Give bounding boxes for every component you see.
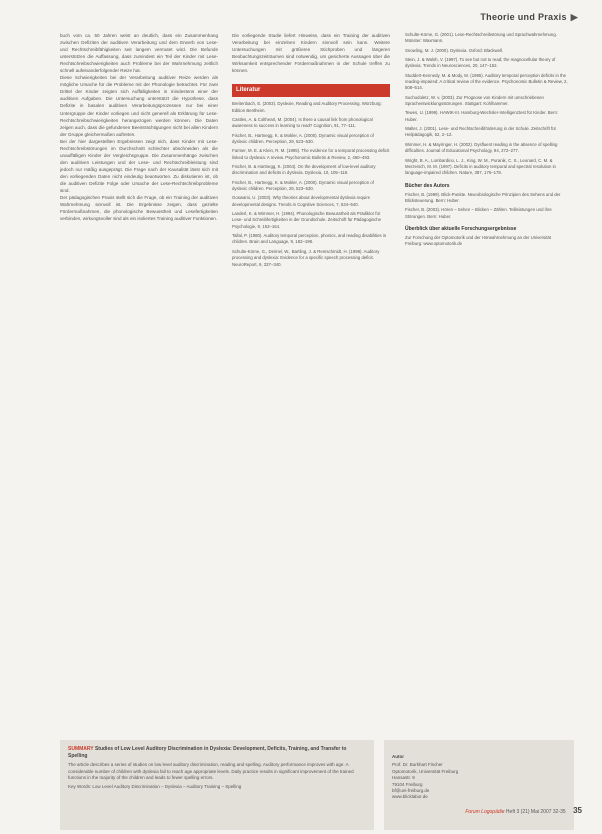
page-number: 35 bbox=[573, 806, 582, 815]
summary-body: The article describes a series of studies on low level auditory discrimination, reading and spelling. Auditory performance improves with age. A considerable number of children with dyslexia fail to reach age appropriate levels. Daily practice results in significant improvement of the trained functions in the majority of the children and leads to fewer spelling errors. bbox=[68, 762, 354, 781]
reference: Snowling, M. J. (2000). Dyslexia. Oxford: Blackwell. bbox=[405, 47, 504, 53]
author-email[interactable]: bf@uni-freiburg.de bbox=[392, 788, 430, 794]
section-title: Theorie und Praxis bbox=[480, 12, 567, 22]
reference: Castles, A. & Coltheart, M. (2004). Is there a causal link from phonological awareness to success in learning to read? Cognition, 91, 77–111. bbox=[232, 116, 373, 129]
paragraph: Bei der hier dargestellten Ergebnissen zeigt sich, dass Kinder mit Lese-Rechtschreibstörungen im Durchschnitt schlechter abschneiden als die unauffälligen Kinder der Vergleichsgruppe. Die Zusammenhänge zwischen den auditiven Leistungen und der Lese- und Rechtschreibleistung sind jedoch nur mäßig ausgeprägt. Die Frage nach der Kausalität lässt sich mit den vorliegenden Daten nicht eindeutig beantworten. Zu diskutieren ist, ob die auditiven Defizite Folge oder Ursache der Lese-Rechtschreibprobleme sind. bbox=[60, 138, 218, 194]
reference: Schulte-Körne, G. (2001). Lese-Rechtschreibstörung und Sprachwahrnehmung. Münster: Waxmann. bbox=[405, 32, 557, 44]
reference: Fischer, B., Hartnegg, K. & Mokler, A. (2000). Dynamic visual perception of dyslexic children. Perception, 29, 523–530. bbox=[232, 179, 374, 192]
author-line: Optomotorik, Universität Freiburg bbox=[392, 768, 459, 774]
section-header bbox=[480, 12, 578, 23]
summary-tag: SUMMARY bbox=[68, 746, 94, 752]
reference: Schulte-Körne, G., Deimel, W., Bartling, J. & Remschmidt, H. (1998). Auditory processing and dyslexia: Evidence for a specific speech processing deficit. NeuroReport, 9, 337–340. bbox=[232, 248, 380, 267]
reference: Stein, J. & Walsh, V. (1997). To see but not to read; the magnocellular theory of dyslexia. Trends in Neurosciences, 20, 147–152. bbox=[405, 57, 556, 69]
reference: Landerl, K. & Wimmer, H. (1994). Phonologische Bewusstheit als Prädiktor für Lese- und Schreibfertigkeiten in der Grundschule. Zeitschrift für Pädagogische Psychologie, 8, 153–164. bbox=[232, 211, 382, 229]
author-line: Prof. Dr. Burkhart Fischer bbox=[392, 762, 443, 768]
page-footer bbox=[465, 806, 582, 815]
reference: Breitenbach, E. (2003). Dyslexie, Reading and Auditory Processing. Würzburg: Edition Bentheim. bbox=[232, 101, 382, 113]
column-1 bbox=[60, 32, 218, 772]
author-line: 79104 Freiburg bbox=[392, 781, 423, 787]
summary-keywords: Key Words: Low Level Auditory Discrimination – Dyslexia – Auditory Training – Spelling bbox=[68, 783, 242, 789]
paragraph: Der pädagogischen Praxis stellt sich die Frage, ob ein Training der auditiven Wahrnehmung sinnvoll ist. Die Ergebnisse zeigen, dass gezielte Fördermaßnahmen, die phonologische Bewusstheit und Lesefertigkeiten verbinden, wirkungsvoller sind als ein isoliertes Training auditiver Funktionen. bbox=[60, 195, 218, 222]
reference: Tewes, U. (1999). HAWIK-III. Hamburg-Wechsler-Intelligenztest für Kinder. Bern: Huber. bbox=[405, 110, 559, 122]
reference: Tallal, P. (1980). Auditory temporal perception, phonics, and reading disabilities in children. Brain and Language, 9, 182–198. bbox=[232, 233, 387, 245]
book-reference: Fischer, B. (2003). Hören – Sehen – Blicken – Zählen. Teilleistungen und ihre Störungen. Bern: Huber. bbox=[405, 207, 552, 219]
links-text: Zur Forschung der Optomotorik und der Hörwahrnehmung an der Universität Freiburg: www.optomotorik.de bbox=[405, 235, 551, 247]
reference: Farmer, M. E. & Klein, R. M. (1995). The evidence for a temporal processing deficit linked to dyslexia: A review. Psychonomic Bulletin & Review, 2, 460–493. bbox=[232, 148, 390, 160]
book-reference: Fischer, B. (1999). Blick-Punkte. Neurobiologische Prinzipien des Sehens und der Blicksteuerung. Bern: Huber. bbox=[405, 191, 561, 203]
reference: Wimmer, H. & Mayringer, H. (2002). Dysfluent reading in the absence of spelling difficulties. Journal of Educational Psychology, 94, 272–277. bbox=[405, 141, 558, 154]
summary-heading: Studies of Low Level Auditory Discrimination in Dyslexia: Development, Deficits, Training, and Transfer to Spelling bbox=[68, 746, 347, 759]
author-line: Hansastr. 9 bbox=[392, 775, 415, 781]
page-range: 32-35 bbox=[552, 809, 566, 815]
reference: Studdert-Kennedy, M. & Mody, M. (1995). Auditory temporal perception deficits in the reading-impaired: A critical review of the evidence. Psychonomic Bulletin & Review, 2, 508–514. bbox=[405, 72, 568, 91]
reference: Walter, J. (2001). Lese- und Rechtschreibförderung in der Schule. Zeitschrift für Heilpädagogik, 52, 2–12. bbox=[405, 126, 557, 138]
paragraph: Die vorliegende Studie liefert Hinweise, dass ein Training der auditiven Verarbeitung bei einzelnen Kindern sinnvoll sein kann. Weitere Untersuchungen mit größeren Stichproben und längeren Beobachtungszeiträumen sind notwendig, um gesicherte Aussagen über die Wirksamkeit entsprechender Fördermaßnahmen in der Schule treffen zu können. bbox=[232, 33, 390, 74]
books-heading: Bücher des Autors bbox=[405, 182, 450, 189]
reference: Wright, B. A., Lombardino, L. J., King, W. M., Puranik, C. S., Leonard, C. M. & Merzenich, M. M. (1997). Deficits in auditory temporal and spectral resolution in language-impaired children. Nature, 387, 176–178. bbox=[405, 157, 556, 176]
reference: Fischer, B., Hartnegg, K. & Mokler, A. (2000). Dynamic visual perception of dyslexic children. Perception, 29, 523–530. bbox=[232, 132, 374, 144]
paragraph: buch vom ca. 50 Jahren weist an deutlich, dass ein Zusammenhang zwischen Defiziten der auditiven Verarbeitung und dem Erwerb von Lese- und Rechtschreibfähigkeiten seit langem vermutet wird. Die Befunde unterstützen die Auffassung, dass zumindest ein Teil der Kinder mit Lese-Rechtschreibschwierigkeiten auch Probleme bei der Wahrnehmung zeitlich schnell aufeinanderfolgender Reize hat. bbox=[60, 33, 218, 74]
links-heading: Überblick über aktuelle Forschungsergebnisse bbox=[405, 225, 517, 232]
journal-name: Forum Logopädie bbox=[465, 809, 505, 815]
summary-box bbox=[60, 740, 374, 830]
author-label: Autor bbox=[392, 754, 404, 759]
author-box bbox=[384, 740, 574, 830]
arrow-right-icon: ▶ bbox=[570, 12, 578, 22]
column-3 bbox=[405, 32, 569, 772]
paragraph: Diese Schwierigkeiten bei der Verarbeitung auditiver Reize werden als mögliche Ursache für die Probleme mit der Phonologie betrachtet. Für zwei Drittel der Kinder zeigten sich Auffälligkeiten in mindestens einer der auditiven Aufgaben. Die Untersuchung unterstützt die Hypothese, dass Defizite in basalen auditiven Verarbeitungsprozessen nur bei einer Untergruppe der Kinder vorliegen und nicht generell als Erklärung für Lese-Rechtschreibschwierigkeiten herangezogen werden können. Die Daten zeigen auch, dass die gefundenen Beeinträchtigungen nicht bei allen Kindern der Gruppe gleichermaßen auftreten. bbox=[60, 75, 218, 137]
column-2 bbox=[232, 32, 390, 772]
literature-heading: Literatur bbox=[232, 84, 390, 97]
reference: Suchodoletz, W. v. (2003). Zur Prognose von Kindern mit umschriebenen Sprachentwicklungsstörungen. Stuttgart: Kohlhammer. bbox=[405, 94, 544, 107]
issue-info: Heft 3 (21) Mai 2007 bbox=[505, 809, 552, 815]
author-website[interactable]: www.blicklabor.de bbox=[392, 794, 428, 800]
reference: Goswami, U. (2003). Why theories about developmental dyslexia require developmental designs. Trends in Cognitive Sciences, 7, 534–540. bbox=[232, 195, 371, 207]
reference: Fischer, B. & Hartnegg, K. (2004). On the development of low-level auditory discrimination and deficits in dyslexia. Dyslexia, 10, 105–118. bbox=[232, 164, 376, 176]
summary-title bbox=[68, 746, 366, 760]
